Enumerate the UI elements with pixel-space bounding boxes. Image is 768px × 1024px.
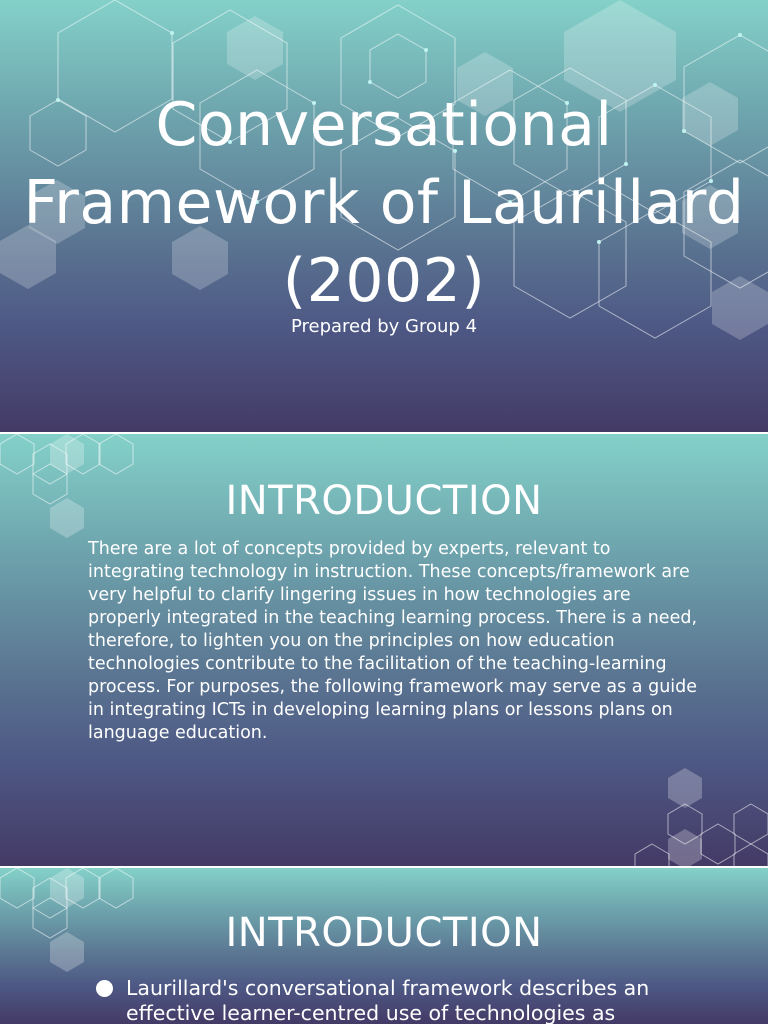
- bullet-icon: [96, 980, 113, 997]
- bullet-text: Laurillard's conversational framework describes an effective learner-centred use of technologies as: [126, 976, 650, 1024]
- presentation-title: Conversational Framework of Laurillard (2002): [23, 90, 745, 316]
- presentation-subtitle: Prepared by Group 4: [290, 316, 478, 337]
- slide-heading: INTRODUCTION: [225, 910, 543, 956]
- list-item: [96, 976, 736, 1024]
- introduction-paragraph: There are a lot of concepts provided by experts, relevant to integrating technology in instruction. These concepts/framework are very helpful to clarify lingering issues in how technologies are properly integrated in the teaching learning process. There is a need, therefore, to lighten you on the principles on how education technologies contribute to the facilitation of the teaching-learning process. For purposes, the following framework may serve as a guide in integrating ICTs in developing learning plans or lessons plans on language education.: [88, 539, 698, 743]
- title-slide: [0, 0, 768, 432]
- introduction-slide: [0, 434, 768, 866]
- slide-heading: INTRODUCTION: [225, 478, 543, 524]
- introduction-slide-2: [0, 868, 768, 1024]
